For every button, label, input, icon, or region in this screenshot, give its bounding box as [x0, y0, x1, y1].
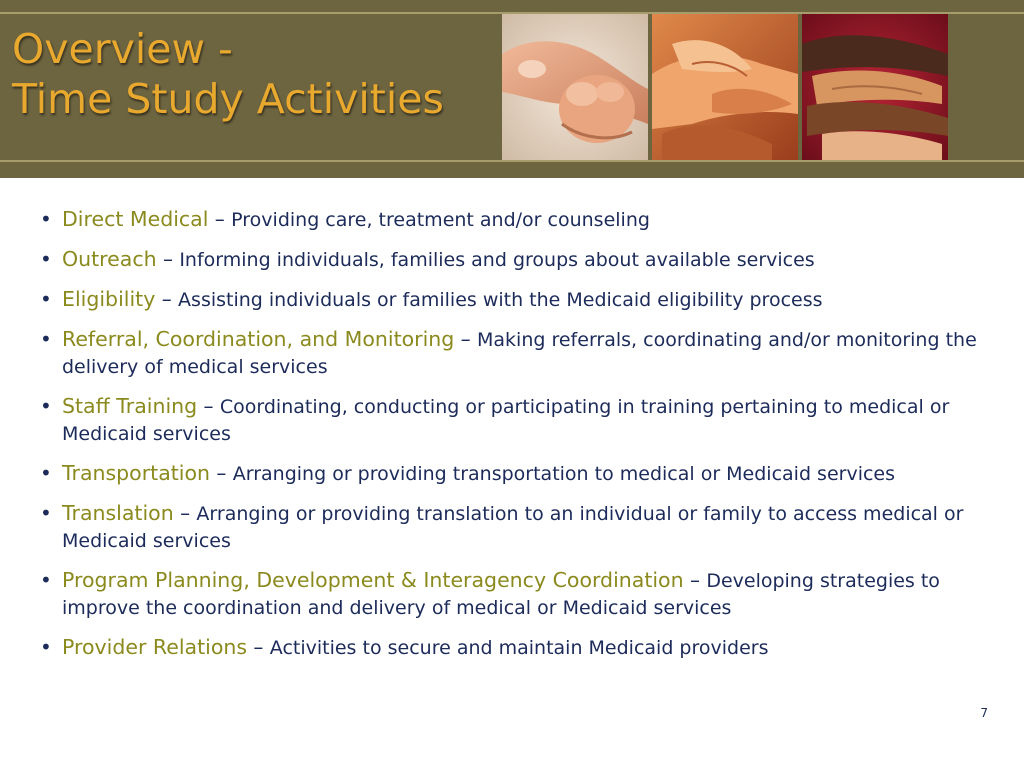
- list-item: [40, 393, 1000, 447]
- activity-description: Informing individuals, families and groups about available services: [179, 249, 815, 271]
- activity-term: Provider Relations: [62, 635, 248, 659]
- activity-term: Outreach: [62, 247, 157, 271]
- activity-description: Arranging or providing transportation to medical or Medicaid services: [232, 463, 896, 485]
- list-item: [40, 500, 1000, 554]
- bullet-icon: •: [40, 327, 52, 351]
- bullet-icon: •: [40, 394, 52, 418]
- activity-description: Providing care, treatment and/or counseling: [231, 209, 650, 231]
- hand-grasping-finger-photo: [502, 14, 648, 160]
- hands-clasped-photo: [652, 14, 798, 160]
- bullet-icon: •: [40, 461, 52, 485]
- content-area: [40, 206, 1000, 674]
- term-dash: –: [460, 327, 478, 351]
- slide-title: [12, 24, 444, 124]
- list-item: [40, 246, 1000, 273]
- activity-term: Program Planning, Development & Interagency Coordination: [62, 568, 684, 592]
- activity-description: Arranging or providing translation to an individual or family to access medical or Medicaid services: [62, 503, 964, 552]
- bullet-icon: •: [40, 287, 52, 311]
- activity-description: Developing strategies to improve the coordination and delivery of medical or Medicaid services: [62, 570, 940, 619]
- stacked-hands-photo: [802, 14, 948, 160]
- bullet-icon: •: [40, 501, 52, 525]
- term-dash: –: [203, 394, 220, 418]
- term-dash: –: [689, 568, 707, 592]
- term-dash: –: [162, 247, 180, 271]
- bullet-icon: •: [40, 568, 52, 592]
- term-dash: –: [253, 635, 270, 659]
- page-number: 7: [980, 706, 988, 720]
- list-item: [40, 460, 1000, 487]
- term-dash: –: [214, 207, 232, 231]
- header-rule-bottom: [0, 160, 1024, 162]
- activity-description: Assisting individuals or families with the Medicaid eligibility process: [178, 289, 823, 311]
- title-line-2: Time Study Activities: [12, 75, 444, 123]
- bullet-icon: •: [40, 207, 52, 231]
- activity-description: Making referrals, coordinating and/or monitoring the delivery of medical services: [62, 329, 977, 378]
- term-dash: –: [161, 287, 179, 311]
- title-line-1: Overview -: [12, 25, 233, 73]
- activity-term: Eligibility: [62, 287, 156, 311]
- header-band: [0, 0, 1024, 178]
- bullet-icon: •: [40, 635, 52, 659]
- activity-term: Direct Medical: [62, 207, 209, 231]
- activity-term: Translation: [62, 501, 174, 525]
- activity-description: Coordinating, conducting or participating in training pertaining to medical or Medicaid services: [62, 396, 950, 445]
- activity-term: Referral, Coordination, and Monitoring: [62, 327, 455, 351]
- activity-list: [40, 206, 1000, 661]
- list-item: [40, 206, 1000, 233]
- list-item: [40, 567, 1000, 621]
- activity-description: Activities to secure and maintain Medicaid providers: [269, 637, 769, 659]
- list-item: [40, 634, 1000, 661]
- term-dash: –: [180, 501, 197, 525]
- list-item: [40, 326, 1000, 380]
- list-item: [40, 286, 1000, 313]
- bullet-icon: •: [40, 247, 52, 271]
- term-dash: –: [216, 461, 233, 485]
- activity-term: Staff Training: [62, 394, 198, 418]
- activity-term: Transportation: [62, 461, 211, 485]
